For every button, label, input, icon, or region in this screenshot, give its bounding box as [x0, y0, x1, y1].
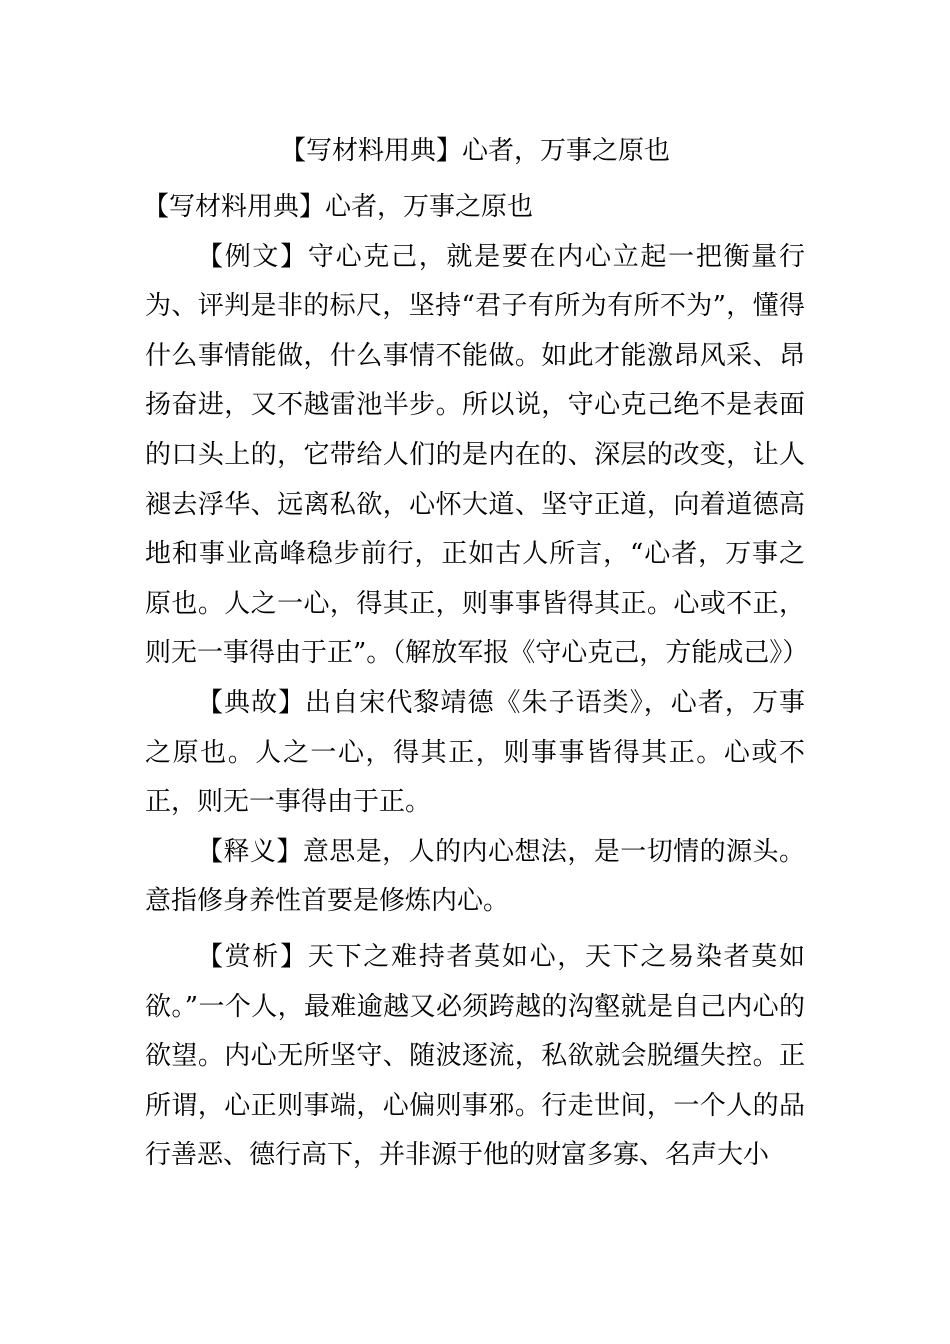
document-body: [143, 183, 809, 1181]
paragraph-allusion: 【典故】出自宋代黎靖德《朱子语类》，心者，万事之原也。人之一心，得其正，则事事皆得其正。心或不正，则无一事得由于正。: [145, 687, 805, 818]
paragraph-example: 【例文】守心克己，就是要在内心立起一把衡量行为、评判是非的标尺，坚持“君子有所为有所不为”，懂得什么事情能做，什么事情不能做。如此才能激昂风采、昂扬奋进，又不越雷池半步。所以说，守心克己绝不是表面的口头上的，它带给人们的是内在的、深层的改变，让人褪去浮华、远离私欲，心怀大道、坚守正道，向着道德高地和事业高峰稳步前行，正如古人所言，“心者，万事之原也。人之一心，得其正，则事事皆得其正。心或不正，则无一事得由于正”。（解放军报《守心克己，方能成己》）: [145, 241, 809, 669]
paragraph-appreciation: 【赏析】天下之难持者莫如心，天下之易染者莫如欲。”一个人，最难逾越又必须跨越的沟壑就是自己内心的欲望。内心无所坚守、随波逐流，私欲就会脱缰失控。正所谓，心正则事端，心偏则事邪。行走世间，一个人的品行善恶、德行高下，并非源于他的财富多寡、名声大小: [145, 941, 805, 1171]
document-title: 【写材料用典】心者，万事之原也: [279, 136, 670, 166]
document-subtitle: 【写材料用典】心者，万事之原也: [143, 192, 534, 222]
paragraph-interpretation: 【释义】意思是，人的内心想法，是一切情的源头。意指修身养性首要是修炼内心。: [145, 836, 805, 917]
